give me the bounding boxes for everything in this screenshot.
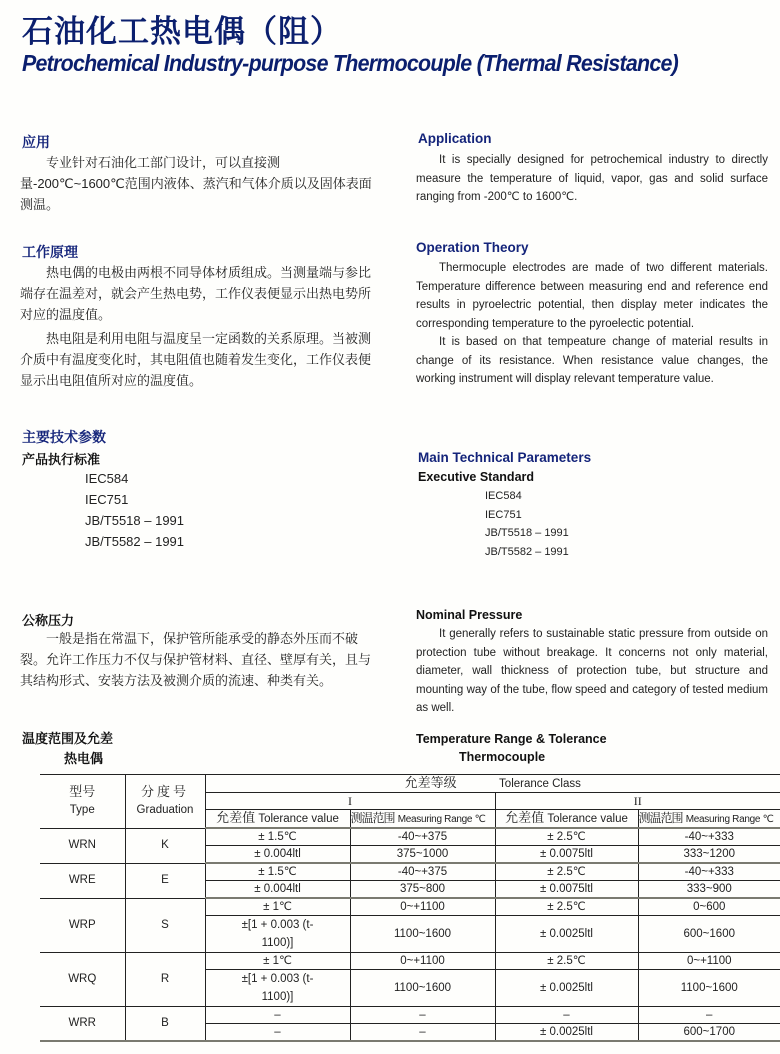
graduation-cell: S — [125, 898, 205, 953]
tol2-cell: ± 2.5℃ — [495, 863, 638, 881]
tol-value-header-2 — [495, 810, 638, 829]
tol1-cell: ± 1℃ — [205, 898, 350, 916]
range1-cell: 1100~1600 — [350, 916, 495, 953]
standard-item: IEC751 — [485, 508, 522, 521]
range2-cell: 333~1200 — [638, 846, 780, 864]
range1-cell: – — [350, 1007, 495, 1024]
range1-cell: -40~+375 — [350, 828, 495, 846]
tol1-cell: – — [205, 1007, 350, 1024]
operation-heading-en: Operation Theory — [416, 240, 529, 255]
tol-value-cn: 允差值 — [216, 810, 256, 825]
table-row — [40, 1007, 780, 1024]
range-cn: 测温范围 — [350, 810, 395, 825]
standard-item: JB/T5518 – 1991 — [85, 513, 185, 528]
tol2-cell: ± 0.0075ltl — [495, 846, 638, 864]
pressure-heading-en: Nominal Pressure — [416, 608, 523, 622]
range1-cell: 375~800 — [350, 881, 495, 899]
tol1-cell: ± 0.004ltl — [205, 846, 350, 864]
graduation-header-en: Graduation — [136, 804, 194, 817]
tol2-cell: ± 0.0025ltl — [495, 1024, 638, 1042]
range2-cell: 333~900 — [638, 881, 780, 899]
parameters-heading-en: Main Technical Parameters — [418, 450, 592, 465]
operation-para1-cn: 热电偶的电极由两根不同导体材质组成。当测量端与参比端存在温差对，就会产生热电势，工作仪表便显示出热电势所对应的温度值。 — [20, 265, 372, 322]
tol1-cell: – — [205, 1024, 350, 1042]
table-row — [40, 828, 780, 846]
graduation-header-cn: 分度号 — [140, 784, 189, 800]
operation-para1-en: Thermocuple electrodes are made of two different materials. Temperature difference between measuring end and reference end results in pyroelectric potential, then display meter indicates the corresponding temperature to the pyroelectic potential. — [416, 262, 768, 330]
application-body-en: It is specially designed for petrochemical industry to directly measure the temperature of liquid, vapor, gas and solid surface ranging from -200℃ to 1600℃. — [416, 154, 768, 203]
type-cell: WRP — [40, 898, 125, 953]
tol1-text: ±[1 + 0.003 (t-1100)] — [241, 973, 314, 1003]
standard-item: IEC584 — [485, 490, 522, 502]
range2-cell: 0~+1100 — [638, 953, 780, 970]
tol1-text: ±[1 + 0.003 (t-1100)] — [241, 919, 314, 949]
range1-cell: 0~+1100 — [350, 898, 495, 916]
tol1-cell: ± 0.004ltl — [205, 881, 350, 899]
standard-item: JB/T5582 – 1991 — [485, 545, 569, 558]
temperature-heading-en: Temperature Range & Tolerance — [416, 732, 607, 746]
thermocouple-subheading-en: Thermocouple — [459, 750, 546, 764]
type-cell: WRN — [40, 828, 125, 863]
standards-list-cn — [85, 468, 184, 552]
range2-cell: – — [638, 1007, 780, 1024]
graduation-cell: E — [125, 863, 205, 898]
tol-value-header-1 — [205, 810, 350, 829]
standard-heading-cn: 产品执行标准 — [22, 452, 101, 467]
tol2-cell: – — [495, 1007, 638, 1024]
application-heading-en: Application — [418, 131, 492, 146]
range-en: Measuring Range ℃ — [685, 813, 774, 825]
type-cell: WRE — [40, 863, 125, 898]
page-title-cn: 石油化工热电偶（阻） — [22, 14, 342, 49]
temperature-heading-cn: 温度范围及允差 — [22, 731, 114, 746]
graduation-cell: B — [125, 1007, 205, 1042]
table-row — [40, 863, 780, 881]
tol2-cell: ± 0.0025ltl — [495, 916, 638, 953]
table-row — [40, 953, 780, 970]
operation-para2-en: It is based on that tempeature change of material results in change of its resistance. When resistance value changes, the working instrument will display relevant temperature value. — [416, 336, 768, 385]
tol1-cell — [205, 970, 350, 1007]
type-cell: WRR — [40, 1007, 125, 1042]
range1-cell: – — [350, 1024, 495, 1042]
operation-heading-cn: 工作原理 — [22, 244, 78, 260]
range1-cell: 1100~1600 — [350, 970, 495, 1007]
application-body-cn: 专业针对石油化工部门设计，可以直接测量-200℃~1600℃范围内液体、蒸汽和气体介质以及固体表面测温。 — [20, 155, 372, 212]
parameters-heading-cn: 主要技术参数 — [22, 429, 106, 445]
range2-cell: 600~1700 — [638, 1024, 780, 1042]
tol2-cell: ± 2.5℃ — [495, 953, 638, 970]
type-cell: WRQ — [40, 953, 125, 1007]
application-heading-cn: 应用 — [22, 134, 50, 150]
page-title-en: Petrochemical Industry-purpose Thermocouple (Thermal Resistance) — [22, 50, 679, 76]
tol1-cell — [205, 916, 350, 953]
tol2-cell: ± 0.0025ltl — [495, 970, 638, 1007]
range-header-1 — [350, 810, 495, 829]
tol2-cell: ± 2.5℃ — [495, 828, 638, 846]
operation-para2-cn: 热电阻是利用电阻与温度呈一定函数的关系原理。当被测介质中有温度变化时，其电阻值也随着发生变化，工作仪表便显示出电阻值所对应的温度值。 — [20, 331, 372, 388]
range-en: Measuring Range ℃ — [397, 813, 486, 825]
range2-cell: -40~+333 — [638, 828, 780, 846]
table-row — [40, 898, 780, 916]
standard-item: IEC584 — [85, 471, 129, 486]
type-header-cn: 型号 — [69, 784, 96, 800]
range2-cell: 600~1600 — [638, 916, 780, 953]
class-2-header: II — [495, 793, 780, 810]
thermocouple-subheading-cn: 热电偶 — [64, 751, 104, 766]
range2-cell: 1100~1600 — [638, 970, 780, 1007]
range1-cell: 375~1000 — [350, 846, 495, 864]
tol2-cell: ± 2.5℃ — [495, 898, 638, 916]
pressure-heading-cn: 公称压力 — [22, 613, 75, 628]
tolerance-class-cn: 允差等级 — [404, 775, 457, 790]
graduation-cell: K — [125, 828, 205, 863]
standards-list-en — [485, 487, 569, 561]
class-1-header: I — [205, 793, 495, 810]
range1-cell: -40~+375 — [350, 863, 495, 881]
tol-value-en: Tolerance value — [258, 813, 339, 825]
tol1-cell: ± 1.5℃ — [205, 863, 350, 881]
tol1-cell: ± 1.5℃ — [205, 828, 350, 846]
standard-item: IEC751 — [85, 492, 129, 507]
type-header-en: Type — [69, 804, 95, 817]
standard-item: JB/T5518 – 1991 — [485, 527, 569, 539]
range1-cell: 0~+1100 — [350, 953, 495, 970]
pressure-body-cn: 一般是指在常温下，保护管所能承受的静态外压而不破裂。允许工作压力不仅与保护管材料、直径、壁厚有关，且与其结构形式、安装方法及被测介质的流速、种类有关。 — [20, 631, 372, 688]
tol1-cell: ± 1℃ — [205, 953, 350, 970]
standard-item: JB/T5582 – 1991 — [85, 534, 185, 549]
tol-value-en: Tolerance value — [547, 813, 628, 825]
graduation-header — [125, 775, 205, 829]
range-cn: 测温范围 — [638, 810, 683, 825]
graduation-cell: R — [125, 953, 205, 1007]
tol-value-cn: 允差值 — [505, 810, 545, 825]
tolerance-class-en: Tolerance Class — [499, 778, 581, 790]
tolerance-class-header — [205, 775, 780, 793]
pressure-body-en: It generally refers to sustainable static pressure from outside on protection tube without breakage. It concerns not only material, diameter, wall thickness of protection tube, but structure and mounting way of the tube, flow speed and category of tested medium as well. — [416, 628, 768, 714]
standard-heading-en: Executive Standard — [418, 470, 535, 484]
tol2-cell: ± 0.0075ltl — [495, 881, 638, 899]
range-header-2 — [638, 810, 780, 829]
range2-cell: -40~+333 — [638, 863, 780, 881]
type-header — [40, 775, 125, 829]
range2-cell: 0~600 — [638, 898, 780, 916]
tolerance-table — [40, 774, 780, 1042]
